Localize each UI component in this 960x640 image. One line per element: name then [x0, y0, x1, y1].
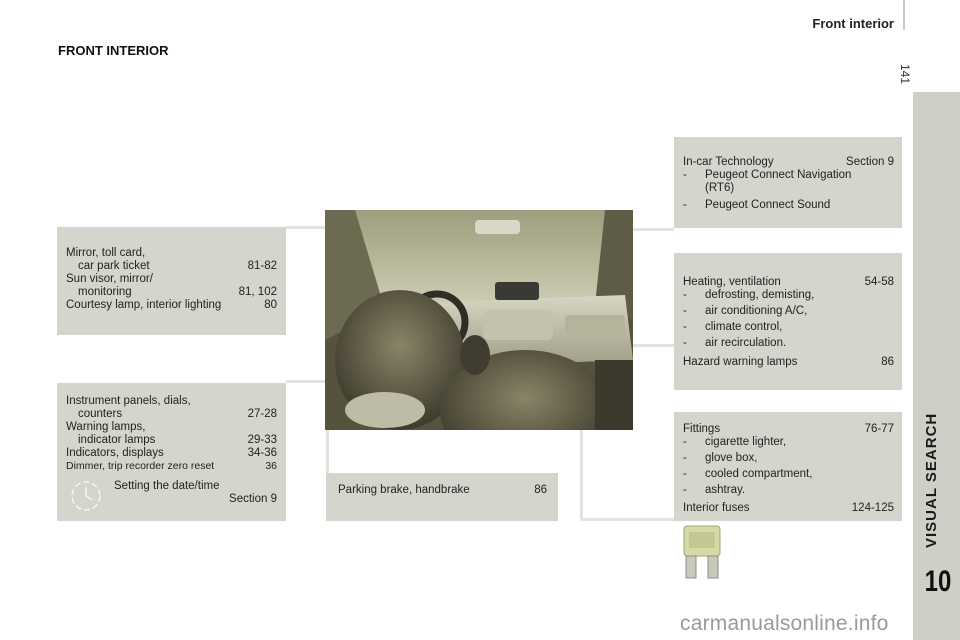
parking-brake-box — [326, 473, 558, 521]
watermark: carmanualsonline.info — [680, 612, 889, 635]
indicator-lamps-row — [66, 434, 277, 447]
dimmer-page: 36 — [265, 460, 277, 472]
date-time-label: Setting the date/time — [114, 480, 220, 492]
side-tab — [913, 92, 960, 640]
ticket-row — [66, 260, 277, 273]
incar-technology-box — [674, 137, 902, 228]
list-item — [683, 169, 894, 195]
dimmer-row — [66, 460, 277, 473]
indicators-row — [66, 447, 277, 460]
parking-brake-label: Parking brake, handbrake — [338, 484, 470, 496]
interior-fuses-label: Interior fuses — [683, 502, 750, 514]
front-interior-photo — [325, 210, 633, 430]
cooled-compartment-item: cooled compartment, — [705, 468, 813, 480]
fuse-icon — [680, 524, 724, 582]
hazard-lamps-page: 86 — [881, 356, 894, 368]
monitoring-label: monitoring — [78, 286, 132, 298]
list-item — [683, 199, 894, 212]
chapter-number: 10 — [924, 565, 952, 598]
list-item: - ashtray. — [683, 484, 746, 496]
courtesy-lamp-label: Courtesy lamp, interior lighting — [66, 299, 222, 311]
navigation-item: Peugeot Connect Navigation (RT6) — [705, 169, 852, 194]
side-tab-label: VISUAL SEARCH — [923, 412, 940, 548]
ashtray-item: ashtray. — [705, 484, 746, 496]
date-time-section: Section 9 — [229, 493, 277, 505]
instrument-line: Instrument panels, dials, — [66, 395, 191, 407]
indicator-lamps-pages: 29-33 — [247, 434, 277, 446]
indicators-label: Indicators, displays — [66, 447, 164, 459]
list-item: - cooled compartment, — [683, 468, 813, 480]
monitoring-pages: 81, 102 — [238, 286, 277, 298]
incar-tech-section: Section 9 — [846, 156, 894, 168]
interior-fuses-pages: 124-125 — [851, 502, 894, 514]
list-item: - air recirculation. — [683, 337, 787, 349]
sound-item: Peugeot Connect Sound — [705, 199, 831, 211]
header-divider — [903, 0, 905, 30]
mirror-info-box — [57, 227, 286, 335]
instrument-info-box — [57, 383, 286, 521]
date-time-entry — [114, 480, 277, 506]
heating-row — [683, 276, 894, 289]
fittings-row — [683, 423, 894, 436]
hazard-lamps-label: Hazard warning lamps — [683, 356, 798, 368]
fittings-pages: 76-77 — [864, 423, 894, 435]
counters-row — [66, 408, 277, 421]
incar-tech-label: In-car Technology — [683, 156, 774, 168]
monitoring-row — [66, 286, 277, 299]
indicators-pages: 34-36 — [247, 447, 277, 459]
clock-icon — [69, 479, 103, 513]
bullet-dash: - — [683, 199, 687, 211]
leader-line — [580, 518, 674, 521]
glove-box-item: glove box, — [705, 452, 758, 464]
courtesy-lamp-page: 80 — [264, 299, 277, 311]
page-number: 141 — [898, 64, 912, 85]
climate-control-item: climate control, — [705, 321, 783, 333]
heating-ventilation-box — [674, 253, 902, 390]
air-recirculation-item: air recirculation. — [705, 337, 787, 349]
ticket-label: car park ticket — [78, 260, 150, 272]
bullet-dash: - — [683, 169, 687, 181]
list-item: - defrosting, demisting, — [683, 289, 815, 301]
ticket-pages: 81-82 — [247, 260, 277, 272]
list-item: - air conditioning A/C, — [683, 305, 808, 317]
page-header-title: Front interior — [812, 16, 894, 31]
defrosting-item: defrosting, demisting, — [705, 289, 815, 301]
incar-tech-row — [683, 156, 894, 169]
leader-line — [632, 344, 674, 347]
fittings-box — [674, 412, 902, 521]
section-title: FRONT INTERIOR — [58, 43, 169, 58]
cigarette-lighter-item: cigarette lighter, — [705, 436, 787, 448]
hazard-lamps-row — [683, 356, 894, 369]
heating-label: Heating, ventilation — [683, 276, 781, 288]
list-item: - climate control, — [683, 321, 783, 333]
heating-pages: 54-58 — [864, 276, 894, 288]
fittings-label: Fittings — [683, 423, 721, 435]
parking-brake-page: 86 — [534, 484, 547, 496]
list-item: - cigarette lighter, — [683, 436, 787, 448]
air-conditioning-item: air conditioning A/C, — [705, 305, 808, 317]
interior-fuses-row — [683, 502, 894, 515]
counters-pages: 27-28 — [247, 408, 277, 420]
sun-visor-line: Sun visor, mirror/ — [66, 273, 153, 285]
parking-brake-row — [338, 484, 547, 497]
mirror-line: Mirror, toll card, — [66, 247, 146, 259]
indicator-lamps-label: indicator lamps — [78, 434, 156, 446]
list-item: - glove box, — [683, 452, 758, 464]
counters-label: counters — [78, 408, 123, 420]
courtesy-lamp-row — [66, 299, 277, 312]
warning-lamps-line: Warning lamps, — [66, 421, 146, 433]
dimmer-label: Dimmer, trip recorder zero reset — [66, 460, 215, 472]
